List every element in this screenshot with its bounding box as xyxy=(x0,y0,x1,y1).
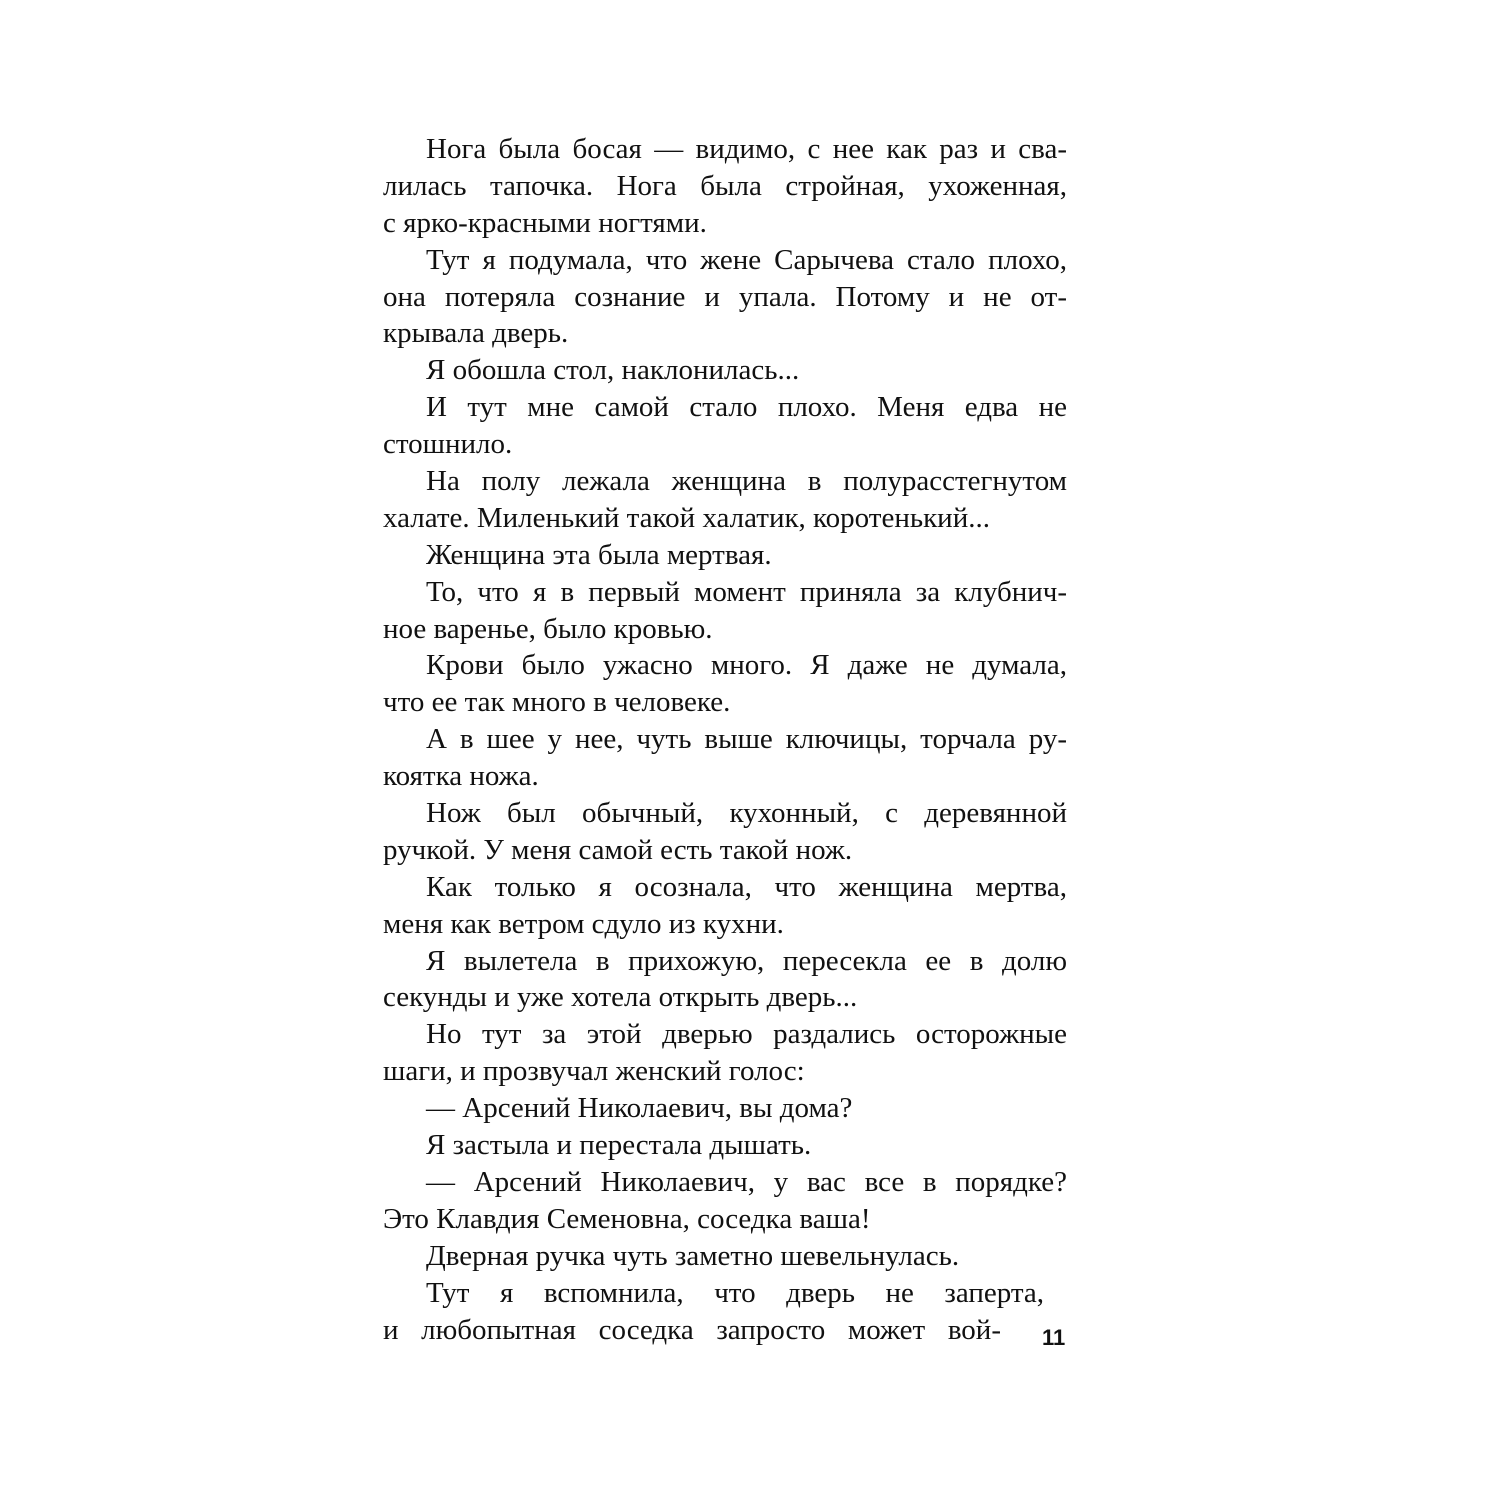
text-line: Тут я подумала, что жене Сарычева стало плохо, xyxy=(426,243,1067,276)
text-line: что ее так много в человеке. xyxy=(383,686,731,719)
text-line: Я вылетела в прихожую, пересекла ее в долю xyxy=(426,944,1067,977)
body-text xyxy=(383,131,1067,1348)
text-line: Это Клавдия Семеновна, соседка ваша! xyxy=(383,1202,871,1235)
text-line: коятка ножа. xyxy=(383,760,539,793)
text-line: Я обошла стол, наклонилась... xyxy=(426,354,800,387)
text-line: Женщина эта была мертвая. xyxy=(426,538,772,571)
text-line: халате. Миленький такой халатик, коротенький... xyxy=(383,501,990,534)
text-line: Я застыла и перестала дышать. xyxy=(426,1129,812,1162)
text-line: лилась тапочка. Нога была стройная, ухоженная, xyxy=(383,169,1067,202)
text-line: И тут мне самой стало плохо. Меня едва не xyxy=(426,391,1067,424)
text-line: Нога была босая — видимо, с нее как раз и сва- xyxy=(426,133,1067,165)
text-line: и любопытная соседка запросто может вой- xyxy=(383,1313,1001,1346)
text-line: На полу лежала женщина в полурасстегнутом xyxy=(426,465,1067,498)
text-line: секунды и уже хотела открыть дверь... xyxy=(383,981,858,1014)
text-line: шаги, и прозвучал женский голос: xyxy=(383,1055,805,1088)
text-line: — Арсений Николаевич, вы дома? xyxy=(426,1092,853,1125)
text-line: меня как ветром сдуло из кухни. xyxy=(383,907,784,940)
text-line: ручкой. У меня самой есть такой нож. xyxy=(383,833,853,866)
text-line: Но тут за этой дверью раздались осторожные xyxy=(426,1018,1067,1051)
text-line: Нож был обычный, кухонный, с деревянной xyxy=(426,797,1067,830)
text-line: с ярко-красными ногтями. xyxy=(383,206,707,239)
text-line: — Арсений Николаевич, у вас все в порядке? xyxy=(426,1165,1067,1198)
text-line: А в шее у нее, чуть выше ключицы, торчала ру- xyxy=(426,723,1067,756)
text-line: Крови было ужасно много. Я даже не думала, xyxy=(426,649,1067,682)
page-number: 11 xyxy=(1042,1325,1066,1350)
text-line: крывала дверь. xyxy=(383,317,569,350)
text-line: Тут я вспомнила, что дверь не заперта, xyxy=(426,1276,1044,1309)
text-line: стошнило. xyxy=(383,428,513,461)
text-line: она потеряла сознание и упала. Потому и не от- xyxy=(383,280,1067,313)
text-line: Дверная ручка чуть заметно шевельнулась. xyxy=(426,1239,960,1272)
text-line: Как только я осознала, что женщина мертва, xyxy=(426,870,1067,903)
text-line: То, что я в первый момент приняла за клубнич- xyxy=(426,575,1067,608)
text-line: ное варенье, было кровью. xyxy=(383,612,713,645)
